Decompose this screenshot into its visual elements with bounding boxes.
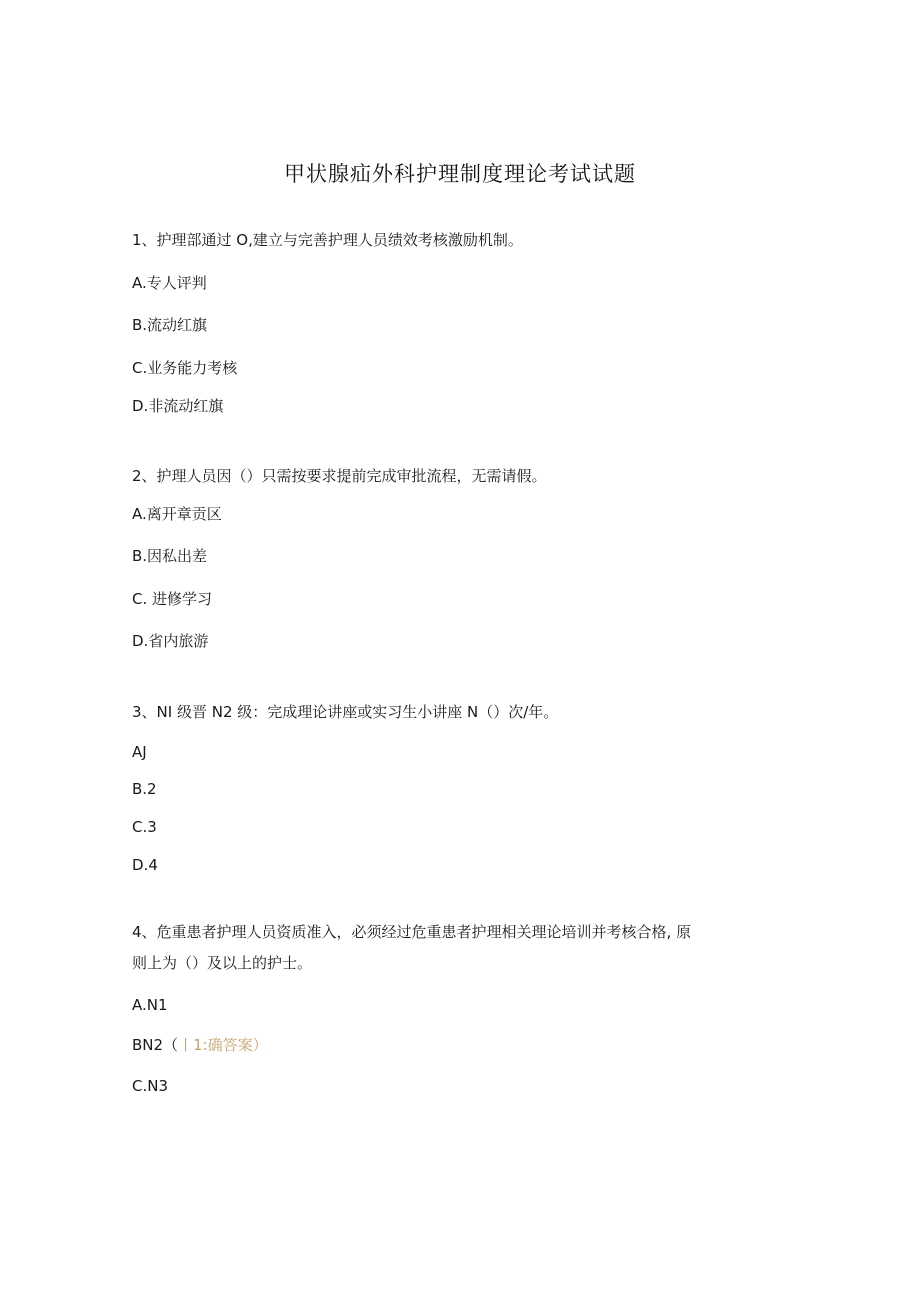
question-2-option-a: A.离开章贡区 [132,505,222,523]
question-3-option-d: D.4 [132,856,158,874]
question-3-option-b: B.2 [132,780,157,798]
question-1-option-c: C.业务能力考核 [132,359,238,377]
question-1-option-a: A.专人评判 [132,274,207,292]
question-2-option-d: D.省内旅游 [132,632,209,650]
question-1-text: 1、护理部通过 O,建立与完善护理人员绩效考核激励机制。 [132,231,523,249]
question-1-option-d: D.非流动红旗 [132,397,224,415]
question-3-option-a: AJ [132,743,147,761]
correct-answer-note: 丨1:确答案） [178,1036,268,1054]
question-4-text-line-2: 则上为（）及以上的护士。 [132,954,313,972]
question-2-option-b: B.因私出差 [132,547,208,565]
question-4-option-a: A.N1 [132,996,168,1014]
question-1-option-b: B.流动红旗 [132,316,208,334]
question-4-option-c: C.N3 [132,1077,169,1095]
document-title: 甲状腺疝外科护理制度理论考试试题 [284,162,636,186]
question-4-option-b-label: BN2（ [132,1036,179,1054]
question-3-text: 3、NI 级晋 N2 级：完成理论讲座或实习生小讲座 N（）次/年。 [132,703,559,721]
question-4-text-line-1: 4、危重患者护理人员资质准入，必须经过危重患者护理相关理论培训并考核合格, 原 [132,923,692,941]
question-4-option-b [132,1035,268,1055]
question-2-text: 2、护理人员因（）只需按要求提前完成审批流程，无需请假。 [132,467,547,485]
question-2-option-c: C. 进修学习 [132,590,213,608]
question-3-option-c: C.3 [132,818,157,836]
